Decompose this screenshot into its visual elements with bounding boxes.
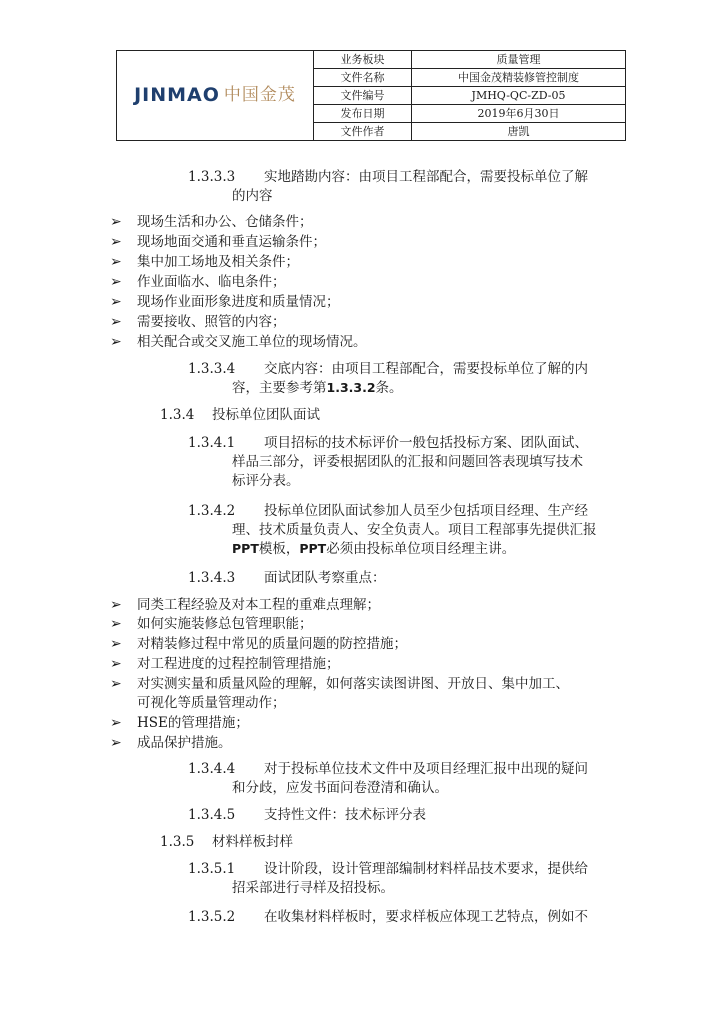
paragraph-continuation: 的内容 bbox=[232, 188, 273, 204]
paragraph-continuation: 和分歧，应发书面问卷澄清和确认。 bbox=[232, 780, 448, 796]
logo-text-cn: 中国金茂 bbox=[223, 85, 296, 105]
arrow-bullet-icon: ➢ bbox=[110, 234, 122, 250]
paragraph-text: 项目招标的技术标评价一般包括投标方案、团队面试、 bbox=[264, 435, 588, 451]
header-value-fileno: JMHQ-QC-ZD-05 bbox=[412, 87, 626, 105]
list-item: 需要接收、照管的内容； bbox=[137, 314, 286, 330]
list-item-continuation: 可视化等质量管理动作； bbox=[137, 695, 286, 711]
paragraph-continuation bbox=[232, 540, 515, 558]
section-1343 bbox=[188, 569, 386, 587]
arrow-bullet-icon: ➢ bbox=[110, 274, 122, 290]
section-number: 1.3.3.4 bbox=[188, 361, 236, 377]
header-value-author: 唐凯 bbox=[412, 123, 626, 141]
section-number: 1.3.4.3 bbox=[188, 570, 236, 586]
header-value-filename: 中国金茂精装修管控制度 bbox=[412, 69, 626, 87]
section-number: 1.3.4.1 bbox=[188, 435, 236, 451]
list-item: HSE的管理措施； bbox=[137, 715, 249, 731]
arrow-bullet-icon: ➢ bbox=[110, 597, 122, 613]
arrow-bullet-icon: ➢ bbox=[110, 254, 122, 270]
section-1351 bbox=[188, 860, 588, 878]
arrow-bullet-icon: ➢ bbox=[110, 656, 122, 672]
header-label-author: 文件作者 bbox=[314, 123, 412, 141]
section-number: 1.3.4 bbox=[160, 407, 195, 423]
arrow-bullet-icon: ➢ bbox=[110, 735, 122, 751]
logo-text-en: JINMAO bbox=[134, 84, 220, 106]
paragraph-text: 条。 bbox=[375, 380, 403, 396]
list-item: 对工程进度的过程控制管理措施； bbox=[137, 656, 340, 672]
header-value-date: 2019年6月30日 bbox=[412, 105, 626, 123]
ppt-term: PPT bbox=[299, 541, 327, 556]
list-item: 集中加工场地及相关条件； bbox=[137, 254, 299, 270]
list-item: 作业面临水、临电条件； bbox=[137, 274, 286, 290]
section-number: 1.3.4.5 bbox=[188, 807, 236, 823]
paragraph-text: 实地踏勘内容：由项目工程部配合，需要投标单位了解 bbox=[264, 169, 588, 185]
header-label-date: 发布日期 bbox=[314, 105, 412, 123]
paragraph-text: 模板， bbox=[258, 541, 300, 557]
arrow-bullet-icon: ➢ bbox=[110, 636, 122, 652]
section-1334 bbox=[188, 360, 588, 378]
list-item: 对精装修过程中常见的质量问题的防控措施； bbox=[137, 636, 407, 652]
list-item: 现场作业面形象进度和质量情况； bbox=[137, 294, 340, 310]
section-title: 投标单位团队面试 bbox=[212, 407, 320, 423]
ppt-term: PPT bbox=[232, 541, 259, 556]
header-label-fileno: 文件编号 bbox=[314, 87, 412, 105]
paragraph-continuation: 招采部进行寻样及招投标。 bbox=[232, 880, 394, 896]
document-header-table bbox=[116, 50, 626, 141]
section-number: 1.3.3.3 bbox=[188, 169, 236, 185]
list-item: 成品保护措施。 bbox=[137, 735, 232, 751]
list-item: 对实测实量和质量风险的理解，如何落实读图讲图、开放日、集中加工、 bbox=[137, 676, 569, 692]
paragraph-text: 支持性文件：技术标评分表 bbox=[264, 807, 426, 823]
arrow-bullet-icon: ➢ bbox=[110, 314, 122, 330]
paragraph-continuation: 理、技术质量负责人、安全负责人。项目工程部事先提供汇报 bbox=[232, 522, 597, 538]
paragraph-text: 在收集材料样板时，要求样板应体现工艺特点，例如不 bbox=[264, 909, 588, 925]
arrow-bullet-icon: ➢ bbox=[110, 334, 122, 350]
header-label-business: 业务板块 bbox=[314, 51, 412, 69]
section-reference: 1.3.3.2 bbox=[326, 380, 376, 395]
list-item: 同类工程经验及对本工程的重难点理解； bbox=[137, 597, 380, 613]
section-134-heading bbox=[160, 406, 320, 424]
list-item: 如何实施装修总包管理职能； bbox=[137, 616, 313, 632]
paragraph-text: 设计阶段，设计管理部编制材料样品技术要求，提供给 bbox=[264, 861, 588, 877]
list-item: 相关配合或交叉施工单位的现场情况。 bbox=[137, 334, 367, 350]
list-item: 现场地面交通和垂直运输条件； bbox=[137, 234, 326, 250]
section-1333 bbox=[188, 168, 588, 186]
list-item: 现场生活和办公、仓储条件； bbox=[137, 214, 313, 230]
paragraph-text: 投标单位团队面试参加人员至少包括项目经理、生产经 bbox=[264, 503, 588, 519]
section-number: 1.3.5 bbox=[160, 834, 195, 850]
paragraph-continuation bbox=[232, 379, 403, 397]
arrow-bullet-icon: ➢ bbox=[110, 616, 122, 632]
section-title: 材料样板封样 bbox=[212, 834, 293, 850]
section-1352 bbox=[188, 908, 588, 926]
arrow-bullet-icon: ➢ bbox=[110, 676, 122, 692]
paragraph-text: 面试团队考察重点： bbox=[264, 570, 386, 586]
section-135-heading bbox=[160, 833, 293, 851]
section-number: 1.3.4.2 bbox=[188, 503, 236, 519]
paragraph-text: 对于投标单位技术文件中及项目经理汇报中出现的疑问 bbox=[264, 761, 588, 777]
arrow-bullet-icon: ➢ bbox=[110, 214, 122, 230]
company-logo bbox=[117, 51, 314, 141]
paragraph-continuation: 样品三部分，评委根据团队的汇报和问题回答表现填写技术 bbox=[232, 454, 583, 470]
paragraph-text: 容，主要参考第 bbox=[232, 380, 327, 396]
paragraph-text: 必须由投标单位项目经理主讲。 bbox=[326, 541, 516, 557]
section-1344 bbox=[188, 760, 588, 778]
section-1341 bbox=[188, 434, 588, 452]
paragraph-text: 交底内容：由项目工程部配合，需要投标单位了解的内 bbox=[264, 361, 588, 377]
arrow-bullet-icon: ➢ bbox=[110, 294, 122, 310]
section-number: 1.3.5.1 bbox=[188, 861, 236, 877]
header-label-filename: 文件名称 bbox=[314, 69, 412, 87]
section-1342 bbox=[188, 502, 588, 520]
section-1345 bbox=[188, 806, 426, 824]
section-number: 1.3.4.4 bbox=[188, 761, 236, 777]
header-value-business: 质量管理 bbox=[412, 51, 626, 69]
section-number: 1.3.5.2 bbox=[188, 909, 236, 925]
paragraph-continuation: 标评分表。 bbox=[232, 473, 300, 489]
arrow-bullet-icon: ➢ bbox=[110, 715, 122, 731]
